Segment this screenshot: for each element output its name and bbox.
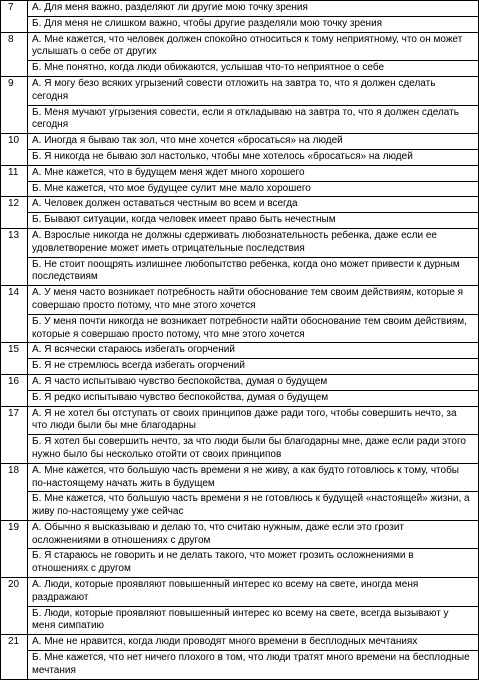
option-a: А. У меня часто возникает потребность найти обоснование тем своим действиям, которые я совершаю просто потому, что мне этого хочется	[28, 286, 479, 315]
option-b: Б. Мне кажется, что большую часть времени я не готовлюсь к будущей «настоящей» жизни, а живу по-настоящему уже сейчас	[28, 492, 479, 521]
question-row	[1, 1, 479, 17]
question-row	[1, 492, 479, 521]
option-a: А. Я не хотел бы отступать от своих принципов даже ради того, чтобы совершить нечто, за что люди были бы мне благодарны	[28, 406, 479, 435]
questionnaire-body	[1, 1, 479, 680]
question-row	[1, 228, 479, 257]
question-number: 19	[1, 520, 28, 577]
option-b: Б. Мне кажется, что мое будущее сулит мне мало хорошего	[28, 181, 479, 197]
question-row	[1, 406, 479, 435]
question-number: 11	[1, 165, 28, 197]
question-number: 14	[1, 286, 28, 343]
question-row	[1, 165, 479, 181]
question-number: 15	[1, 343, 28, 375]
question-row	[1, 149, 479, 165]
question-row	[1, 463, 479, 492]
question-number: 20	[1, 578, 28, 635]
question-number: 12	[1, 197, 28, 229]
question-number: 9	[1, 76, 28, 133]
option-a: А. Обычно я высказываю и делаю то, что считаю нужным, даже если это грозит осложнениями в отношениях с другом	[28, 520, 479, 549]
question-row	[1, 578, 479, 607]
option-b: Б. Я редко испытываю чувство беспокойства, думая о будущем	[28, 390, 479, 406]
question-row	[1, 257, 479, 286]
option-a: А. Мне кажется, что человек должен спокойно относиться к тому неприятному, что он может услышать о себе от других	[28, 32, 479, 61]
option-a: А. Человек должен оставаться честным во всем и всегда	[28, 197, 479, 213]
question-number: 13	[1, 228, 28, 285]
option-a: А. Я всячески стараюсь избегать огорчений	[28, 343, 479, 359]
question-row	[1, 390, 479, 406]
question-row	[1, 359, 479, 375]
question-row	[1, 635, 479, 651]
option-b: Б. Для меня не слишком важно, чтобы другие разделяли мою точку зрения	[28, 16, 479, 32]
question-row	[1, 651, 479, 680]
option-b: Б. У меня почти никогда не возникает потребности найти обоснование тем своим действиям, которые я совершаю просто потому, что мне этого хочется	[28, 314, 479, 343]
option-b: Б. Я хотел бы совершить нечто, за что люди были бы благодарны мне, даже если ради этого нужно было бы несколько отойти от своих принципов	[28, 435, 479, 464]
option-a: А. Люди, которые проявляют повышенный интерес ко всему на свете, иногда меня раздражают	[28, 578, 479, 607]
question-row	[1, 76, 479, 105]
option-a: А. Взрослые никогда не должны сдерживать любознательность ребенка, даже если ее удовлетворение может иметь отрицательные последствия	[28, 228, 479, 257]
question-number: 16	[1, 374, 28, 406]
option-a: А. Мне не нравится, когда люди проводят много времени в бесплодных мечтаниях	[28, 635, 479, 651]
option-b: Б. Бывают ситуации, когда человек имеет право быть нечестным	[28, 213, 479, 229]
question-number: 10	[1, 134, 28, 166]
question-row	[1, 435, 479, 464]
option-b: Б. Я никогда не бываю зол настолько, чтобы мне хотелось «бросаться» на людей	[28, 149, 479, 165]
option-b: Б. Мне кажется, что нет ничего плохого в том, что люди тратят много времени на бесплодные мечтания	[28, 651, 479, 680]
question-row	[1, 213, 479, 229]
option-a: А. Я могу безо всяких угрызений совести отложить на завтра то, что я должен сделать сегодня	[28, 76, 479, 105]
option-b: Б. Не стоит поощрять излишнее любопытство ребенка, когда оно может привести к дурным последствиям	[28, 257, 479, 286]
option-b: Б. Я стараюсь не говорить и не делать такого, что может грозить осложнениями в отношениях с другом	[28, 549, 479, 578]
question-row	[1, 343, 479, 359]
option-b: Б. Меня мучают угрызения совести, если я откладываю на завтра то, что я должен сделать сегодня	[28, 105, 479, 134]
question-number: 7	[1, 1, 28, 33]
question-row	[1, 105, 479, 134]
question-row	[1, 549, 479, 578]
question-row	[1, 32, 479, 61]
question-row	[1, 181, 479, 197]
question-number: 17	[1, 406, 28, 463]
question-row	[1, 61, 479, 77]
question-row	[1, 134, 479, 150]
question-row	[1, 197, 479, 213]
question-number: 21	[1, 635, 28, 679]
option-b: Б. Я не стремлюсь всегда избегать огорчений	[28, 359, 479, 375]
option-b: Б. Люди, которые проявляют повышенный интерес ко всему на свете, всегда вызывают у меня симпатию	[28, 606, 479, 635]
question-number: 18	[1, 463, 28, 520]
option-a: А. Мне кажется, что в будущем меня ждет много хорошего	[28, 165, 479, 181]
option-a: А. Мне кажется, что большую часть времени я не живу, а как будто готовлюсь к тому, чтобы по-настоящему начать жить в будущем	[28, 463, 479, 492]
option-a: А. Иногда я бываю так зол, что мне хочется «бросаться» на людей	[28, 134, 479, 150]
question-row	[1, 374, 479, 390]
question-row	[1, 520, 479, 549]
question-row	[1, 16, 479, 32]
option-a: А. Я часто испытываю чувство беспокойства, думая о будущем	[28, 374, 479, 390]
question-row	[1, 314, 479, 343]
option-a: А. Для меня важно, разделяют ли другие мою точку зрения	[28, 1, 479, 17]
question-number: 8	[1, 32, 28, 76]
option-b: Б. Мне понятно, когда люди обижаются, услышав что-то неприятное о себе	[28, 61, 479, 77]
question-row	[1, 606, 479, 635]
question-row	[1, 286, 479, 315]
